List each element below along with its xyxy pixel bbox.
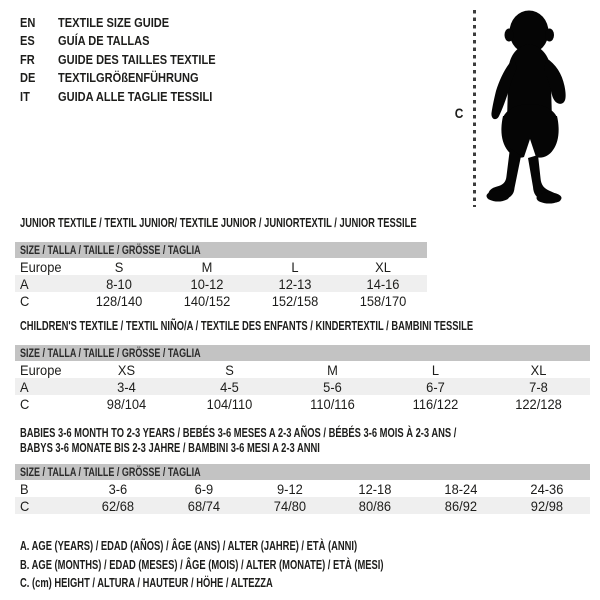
language-row-fr xyxy=(20,50,243,69)
size-cell: L xyxy=(291,258,299,275)
age-cell: 12-18 xyxy=(358,480,392,497)
age-cell: 4-5 xyxy=(220,378,239,395)
age-cell: 3-4 xyxy=(117,378,136,395)
height-cell: 116/122 xyxy=(412,395,459,412)
height-cell: 140/152 xyxy=(183,292,231,309)
table-row-height xyxy=(15,395,590,412)
size-header-text: SIZE / TALLA / TAILLE / GRÖSSE / TAGLIA xyxy=(20,465,201,479)
table-title xyxy=(15,320,590,333)
legend xyxy=(20,537,505,593)
table-title-line2 xyxy=(15,441,590,456)
height-cell: 104/110 xyxy=(206,395,253,412)
height-cell: 110/116 xyxy=(310,395,355,412)
table-title-line1 xyxy=(15,426,590,441)
age-cell: 8-10 xyxy=(106,275,132,292)
size-cell: XL xyxy=(375,258,391,275)
language-code-cell xyxy=(20,15,58,30)
height-cell: 86/92 xyxy=(445,497,478,514)
language-title: GUIDE DES TAILLES TEXTILE xyxy=(58,51,216,67)
row-label: A xyxy=(20,378,29,395)
table-title-text: BABIES 3-6 MONTH TO 2-3 YEARS / BEBÉS 3-6 MESES A 2-3 AÑOS / BÉBÉS 3-6 MOIS À 2-3 ANS / xyxy=(20,426,457,440)
table-row-europe xyxy=(15,258,427,275)
height-cell: 80/86 xyxy=(359,497,392,514)
language-row-it xyxy=(20,87,243,106)
size-cell: S xyxy=(225,361,234,378)
language-code: EN xyxy=(20,14,36,30)
language-code-cell xyxy=(20,70,58,85)
table-title xyxy=(15,217,427,230)
size-header-text: SIZE / TALLA / TAILLE / GRÖSSE / TAGLIA xyxy=(20,243,201,257)
table-row-height xyxy=(15,292,427,309)
table-row-age xyxy=(15,275,427,292)
size-header-bar xyxy=(15,345,590,361)
legend-line-b: B. AGE (MONTHS) / EDAD (MESES) / ÂGE (MOIS) / ALTER (MONATE) / ETÀ (MESI) xyxy=(20,557,384,572)
row-label: C xyxy=(20,395,30,412)
height-cell: 92/98 xyxy=(530,497,564,514)
language-title: GUIDA ALLE TAGLIE TESSILI xyxy=(58,88,213,104)
age-cell: 9-12 xyxy=(276,480,303,497)
table-row-age-months xyxy=(15,480,590,497)
size-cell: XL xyxy=(530,361,547,378)
age-cell: 5-6 xyxy=(323,378,342,395)
height-cell: 128/140 xyxy=(95,292,143,309)
size-cell: S xyxy=(114,258,124,275)
row-label: B xyxy=(20,480,29,497)
row-label: C xyxy=(20,497,30,514)
language-title-list xyxy=(20,13,243,106)
age-cell: 12-13 xyxy=(278,275,312,292)
height-cell: 122/128 xyxy=(515,395,562,412)
language-title: TEXTILGRÖßENFÜHRUNG xyxy=(58,70,199,86)
age-cell: 10-12 xyxy=(190,275,224,292)
language-code: IT xyxy=(20,88,30,104)
age-cell: 18-24 xyxy=(444,480,478,497)
table-row-age xyxy=(15,378,590,395)
row-label: Europe xyxy=(20,361,62,378)
toddler-silhouette-icon xyxy=(481,8,583,208)
table-title-block xyxy=(15,217,427,230)
row-label: A xyxy=(20,275,29,292)
age-cell: 6-9 xyxy=(194,480,214,497)
height-cell: 98/104 xyxy=(106,395,147,412)
height-measure-dashed-line xyxy=(473,10,476,207)
age-cell: 7-8 xyxy=(529,378,548,395)
junior-textile-table xyxy=(15,217,427,309)
height-cell: 62/68 xyxy=(101,497,135,514)
language-title: TEXTILE SIZE GUIDE xyxy=(58,14,170,30)
table-title-text: BABYS 3-6 MONATE BIS 2-3 JAHRE / BAMBINI 3-6 MESI A 2-3 ANNI xyxy=(20,441,320,455)
babies-textile-table xyxy=(15,426,590,514)
language-code: DE xyxy=(20,70,36,86)
height-cell: 74/80 xyxy=(273,497,306,514)
table-title-text: JUNIOR TEXTILE / TEXTIL JUNIOR/ TEXTILE JUNIOR / JUNIORTEXTIL / JUNIOR TESSILE xyxy=(20,216,417,230)
size-cell: XS xyxy=(117,361,136,378)
language-code: ES xyxy=(20,33,35,49)
height-cell: 158/170 xyxy=(359,292,407,309)
row-label: Europe xyxy=(20,258,62,275)
table-title-text: CHILDREN'S TEXTILE / TEXTIL NIÑO/A / TEXTILE DES ENFANTS / KINDERTEXTIL / BAMBINI TESSILE xyxy=(20,319,474,333)
language-code-cell xyxy=(20,33,58,48)
height-cell: 152/158 xyxy=(271,292,319,309)
age-cell: 6-7 xyxy=(426,378,445,395)
legend-line-c: C. (cm) HEIGHT / ALTURA / HAUTEUR / HÖHE / ALTEZZA xyxy=(20,576,273,590)
childrens-textile-table xyxy=(15,320,590,412)
size-header-bar xyxy=(15,464,590,480)
language-code-cell xyxy=(20,89,58,104)
size-header-bar xyxy=(15,242,427,258)
size-cell: M xyxy=(327,361,338,378)
size-cell: L xyxy=(431,361,440,378)
table-title-block xyxy=(15,426,590,456)
language-title: GUÍA DE TALLAS xyxy=(58,33,150,49)
table-row-europe xyxy=(15,361,590,378)
age-cell: 24-36 xyxy=(530,480,564,497)
size-cell: M xyxy=(201,258,213,275)
table-row-height xyxy=(15,497,590,514)
height-measure-label: C xyxy=(454,105,464,121)
language-code-cell xyxy=(20,52,58,67)
language-row-de xyxy=(20,69,243,88)
language-row-en xyxy=(20,13,243,32)
age-cell: 14-16 xyxy=(366,275,400,292)
language-code: FR xyxy=(20,51,35,67)
language-row-es xyxy=(20,32,243,51)
size-header-text: SIZE / TALLA / TAILLE / GRÖSSE / TAGLIA xyxy=(20,346,201,360)
table-title-block xyxy=(15,320,590,333)
height-cell: 68/74 xyxy=(187,497,220,514)
row-label: C xyxy=(20,292,30,309)
age-cell: 3-6 xyxy=(108,480,128,497)
legend-line-a: A. AGE (YEARS) / EDAD (AÑOS) / ÂGE (ANS) / ALTER (JAHRE) / ETÀ (ANNI) xyxy=(20,539,358,553)
